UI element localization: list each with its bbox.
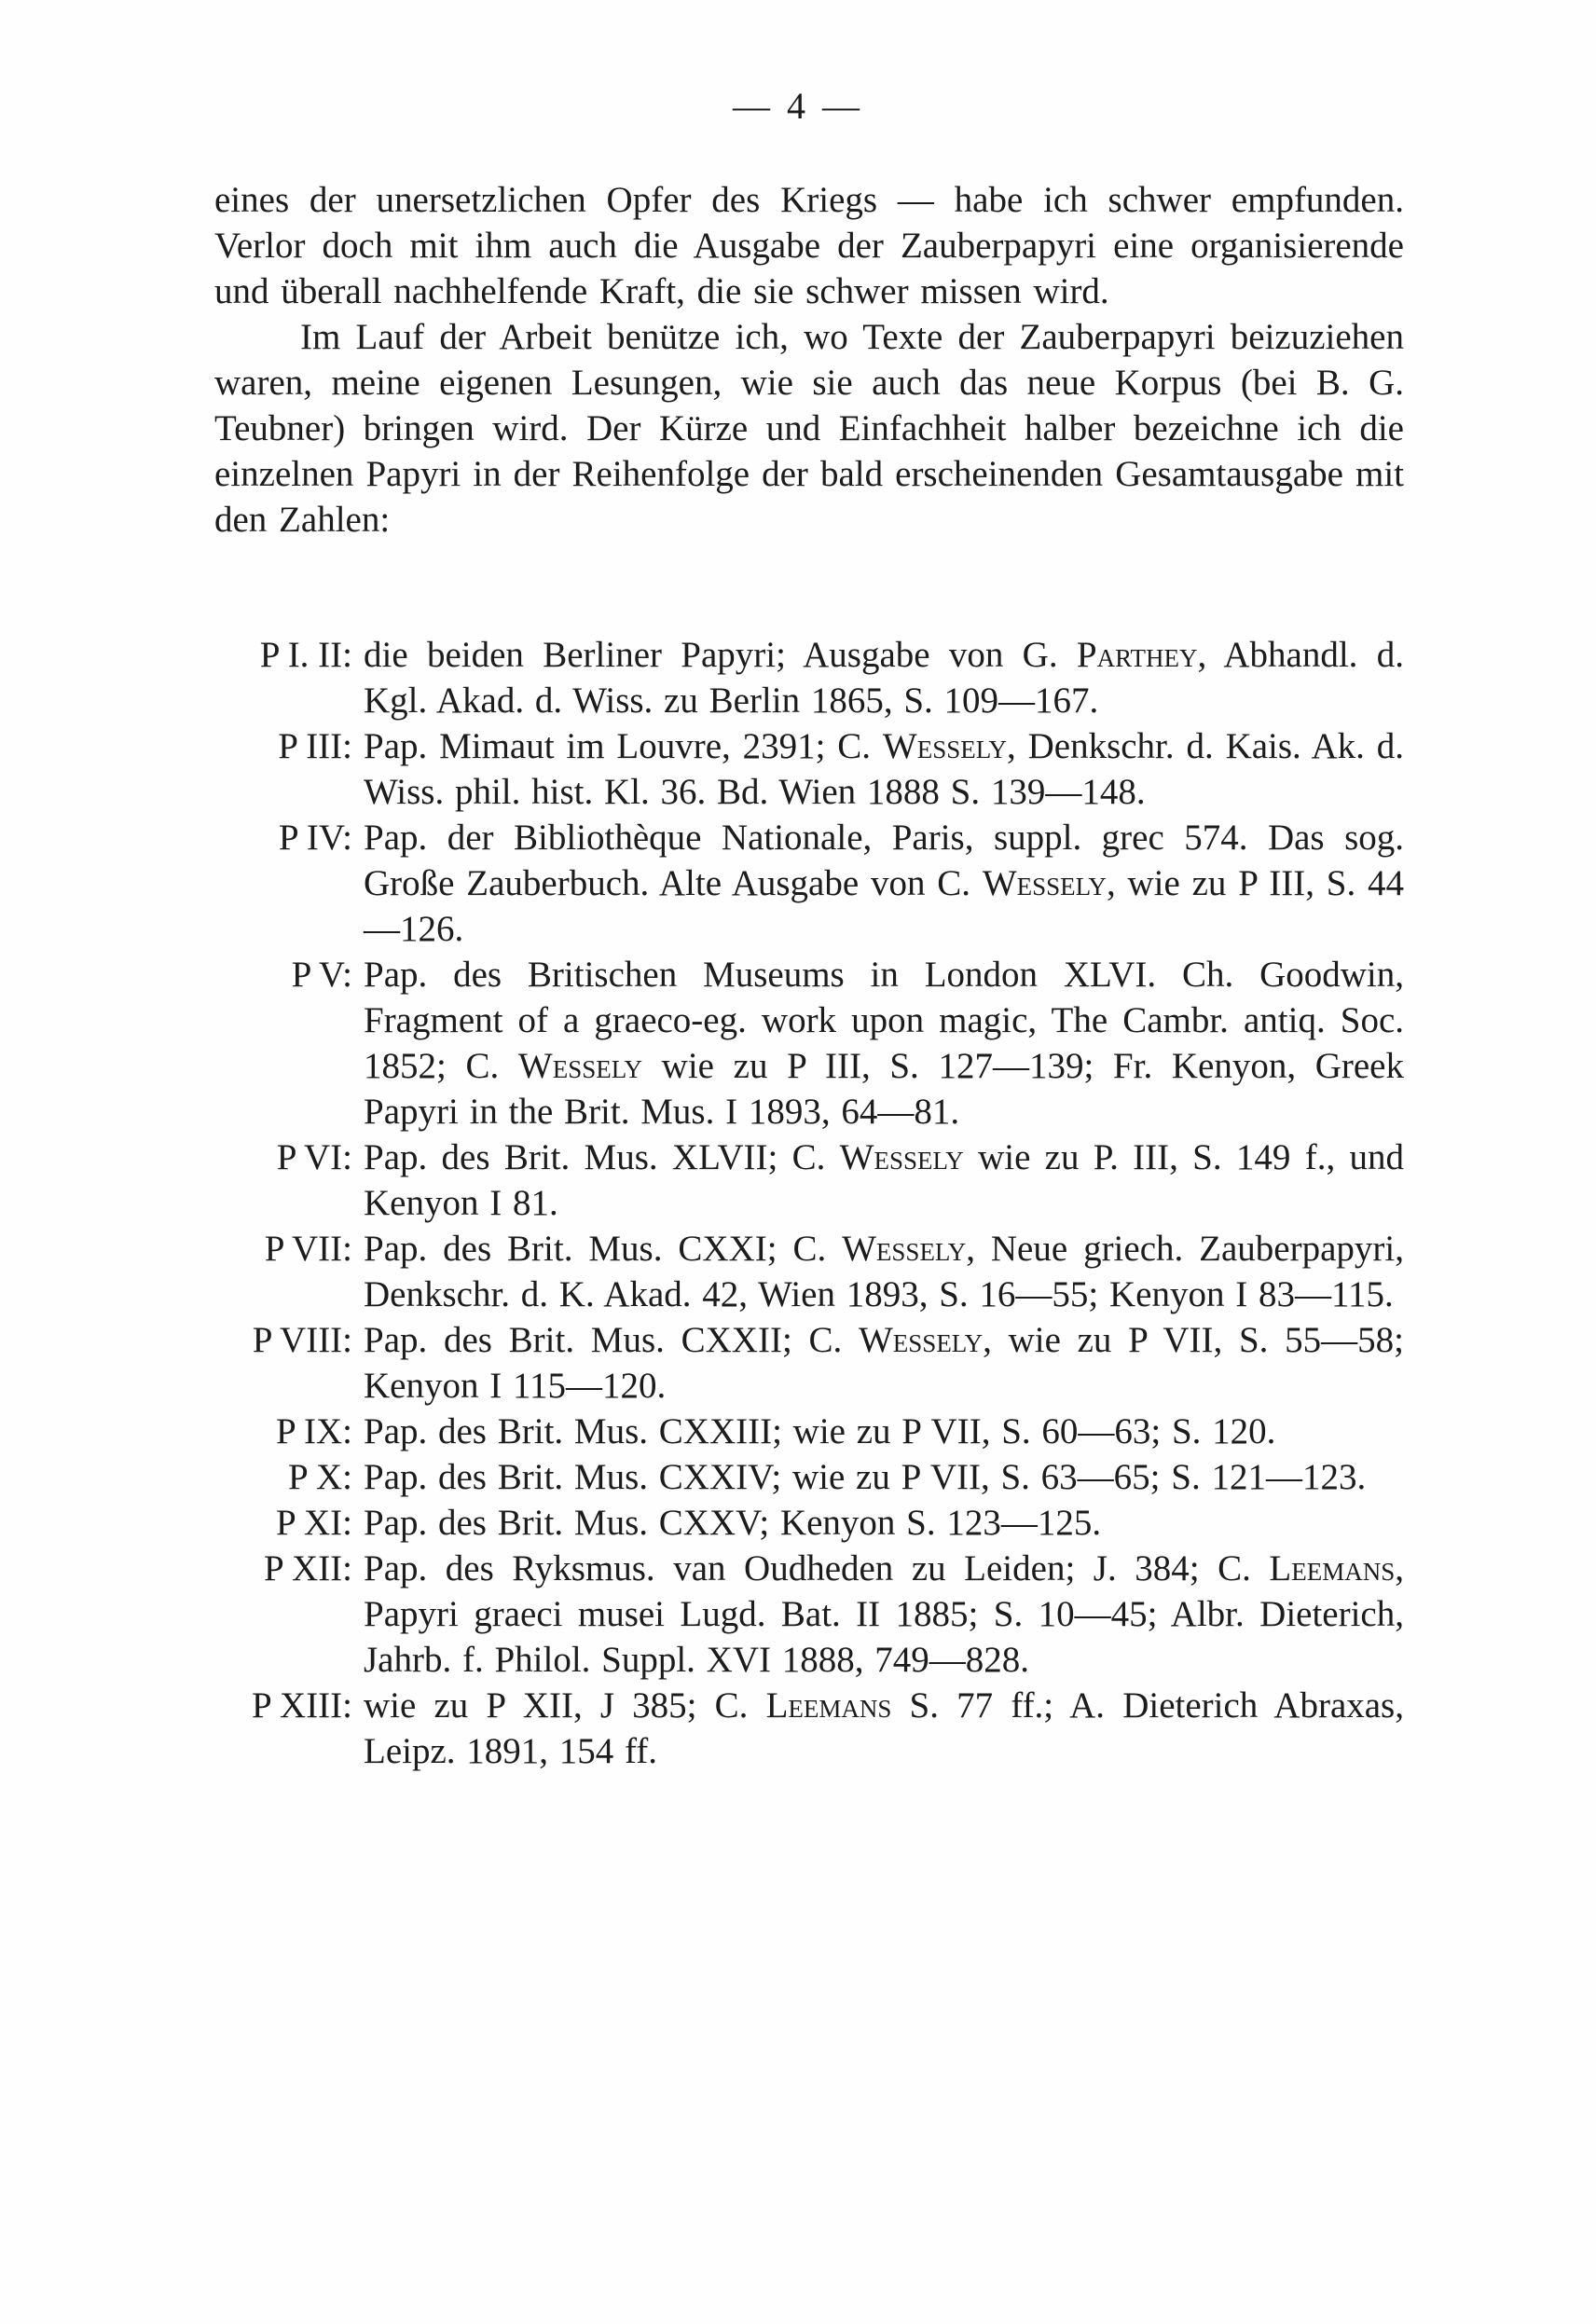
reference-entry-p3	[140, 723, 1404, 815]
reference-entry-p10	[140, 1454, 1404, 1500]
reference-text: Pap. des Ryksmus. van Oudheden zu Leiden; J. 384; C. Leemans, Papyri graeci musei Lugd. Bat. II 1885; S. 10—45; Albr. Dieterich, Jahrb. f. Philol. Suppl. XVI 1888, 749—828.	[364, 1548, 1404, 1680]
reference-entry-p4	[140, 815, 1404, 952]
reference-entry-p8	[140, 1317, 1404, 1409]
reference-text: wie zu P XII, J 385; C. Leemans S. 77 ff.; A. Dieterich Abraxas, Leipz. 1891, 154 ff.	[364, 1685, 1404, 1771]
reference-entry-p13	[140, 1683, 1404, 1774]
intro-paragraph-1: eines der unersetzlichen Opfer des Kriegs — habe ich schwer empfunden. Verlor doch mit ihm auch die Ausgabe der Zauberpapyri eine organisierende und überall nachhelfende Kraft, die sie schwer missen wird.	[214, 180, 1404, 311]
reference-text: Pap. des Brit. Mus. CXXI; C. Wessely, Neue griech. Zauberpapyri, Denkschr. d. K. Akad. 42, Wien 1893, S. 16—55; Kenyon I 83—115.	[364, 1229, 1404, 1314]
reference-label: P IX:	[276, 1411, 352, 1451]
reference-label: P V:	[291, 955, 352, 995]
reference-label: P VI:	[276, 1137, 352, 1177]
reference-label: P XIII:	[252, 1685, 352, 1726]
author-name: Leemans	[1269, 1548, 1396, 1588]
reference-label: P III:	[278, 726, 352, 766]
author-name: Wessely	[982, 863, 1107, 903]
reference-text: Pap. des Brit. Mus. CXXIV; wie zu P VII, S. 63—65; S. 121—123.	[364, 1457, 1367, 1497]
author-name: Wessely	[858, 1320, 984, 1360]
reference-text: Pap. der Bibliothèque Nationale, Paris, suppl. grec 574. Das sog. Große Zauberbuch. Alte Ausgabe von C. Wessely, wie zu P III, S. 44—126.	[364, 818, 1404, 949]
author-name: Wessely	[517, 1046, 643, 1086]
reference-text: Pap. des Brit. Mus. CXXV; Kenyon S. 123—125.	[364, 1503, 1102, 1543]
reference-text: Pap. Mimaut im Louvre, 2391; C. Wessely, Denkschr. d. Kais. Ak. d. Wiss. phil. hist. Kl. 36. Bd. Wien 1888 S. 139—148.	[364, 726, 1404, 812]
intro-paragraph-2: Im Lauf der Arbeit benütze ich, wo Texte der Zauberpapyri beizuziehen waren, meine eigenen Lesungen, wie sie auch das neue Korpus (bei B. G. Teubner) bringen wird. Der Kürze und Einfachheit halber bezeichne ich die einzelnen Papyri in der Reihenfolge der bald erscheinenden Gesamtausgabe mit den Zahlen:	[214, 317, 1404, 540]
reference-text: Pap. des Britischen Museums in London XLVI. Ch. Goodwin, Fragment of a graeco-eg. work upon magic, The Cambr. antiq. Soc. 1852; C. Wessely wie zu P III, S. 127—139; Fr. Kenyon, Greek Papyri in the Brit. Mus. I 1893, 64—81.	[364, 955, 1404, 1132]
reference-text: Pap. des Brit. Mus. CXXIII; wie zu P VII, S. 60—63; S. 120.	[364, 1411, 1276, 1451]
reference-label: P I. II:	[259, 635, 352, 675]
reference-entry-p9	[140, 1409, 1404, 1454]
author-name: Wessely	[882, 726, 1008, 766]
reference-text: Pap. des Brit. Mus. XLVII; C. Wessely wie zu P. III, S. 149 f., und Kenyon I 81.	[364, 1137, 1404, 1223]
reference-entry-p5	[140, 952, 1404, 1134]
reference-label: P XII:	[264, 1548, 352, 1588]
reference-label: P IV:	[278, 818, 352, 858]
author-name: Wessely	[842, 1229, 967, 1269]
reference-label: P X:	[288, 1457, 352, 1497]
reference-entry-p11	[140, 1500, 1404, 1546]
author-name: Parthey	[1076, 635, 1198, 675]
papyri-reference-list	[140, 632, 1404, 1774]
page-number: — 4 —	[733, 85, 863, 127]
intro-text	[214, 177, 1404, 543]
reference-entry-p1-2	[140, 632, 1404, 723]
reference-label: P XI:	[276, 1503, 352, 1543]
reference-text: die beiden Berliner Papyri; Ausgabe von G. Parthey, Abhandl. d. Kgl. Akad. d. Wiss. zu Berlin 1865, S. 109—167.	[364, 635, 1404, 721]
author-name: Leemans	[765, 1685, 892, 1726]
reference-entry-p12	[140, 1546, 1404, 1683]
reference-entry-p6	[140, 1134, 1404, 1226]
author-name: Wessely	[839, 1137, 964, 1177]
reference-label: P VIII:	[252, 1320, 352, 1360]
reference-entry-p7	[140, 1226, 1404, 1317]
reference-label: P VII:	[264, 1229, 352, 1269]
reference-text: Pap. des Brit. Mus. CXXII; C. Wessely, wie zu P VII, S. 55—58; Kenyon I 115—120.	[364, 1320, 1404, 1406]
